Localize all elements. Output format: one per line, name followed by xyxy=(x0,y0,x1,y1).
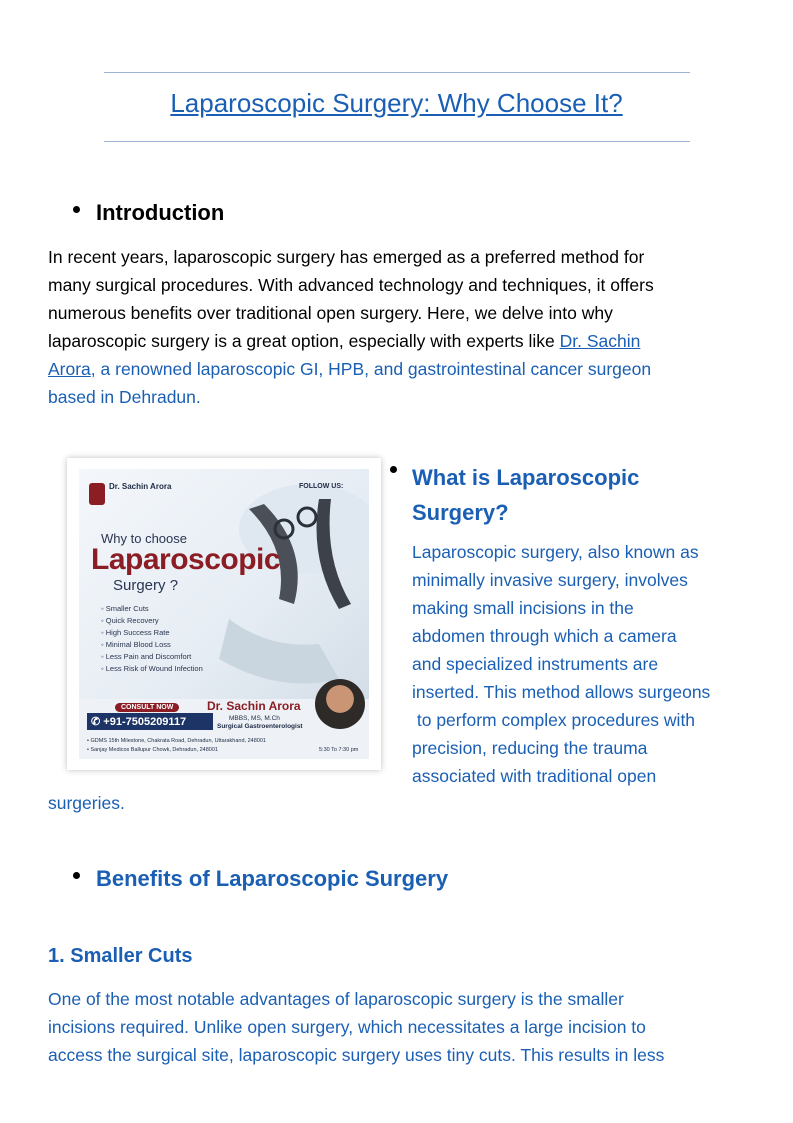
intro-line-text: laparoscopic surgery is a great option, especially with experts like xyxy=(48,331,560,351)
benefits-bullet xyxy=(73,872,80,879)
what-last-line: surgeries. xyxy=(48,793,125,813)
smaller-cuts-heading: 1. Smaller Cuts xyxy=(48,945,193,967)
intro-line xyxy=(48,327,748,355)
what-line: Laparoscopic surgery, also known as xyxy=(412,542,699,562)
poster-list-item: ◦ Less Risk of Wound Infection xyxy=(101,664,203,673)
poster-specialty: Surgical Gastroenterologist xyxy=(217,723,303,730)
poster-list-item: ◦ Less Pain and Discomfort xyxy=(101,652,192,661)
intro-line: many surgical procedures. With advanced technology and techniques, it offers xyxy=(48,275,654,295)
poster-doctor-small: Dr. Sachin Arora xyxy=(109,482,172,491)
poster-degrees: MBBS, MS, M.Ch xyxy=(229,715,280,722)
doctor-link-part2[interactable]: Arora xyxy=(48,359,91,379)
benefit-line: One of the most notable advantages of laparoscopic surgery is the smaller xyxy=(48,989,624,1009)
title-top-rule xyxy=(104,72,690,73)
intro-bullet xyxy=(73,206,80,213)
poster-time: 5:30 To 7:30 pm xyxy=(319,747,359,753)
intro-line xyxy=(48,355,748,383)
what-line: to perform complex procedures with xyxy=(412,710,696,730)
poster-list-item: ◦ Minimal Blood Loss xyxy=(101,640,171,649)
smaller-cuts-paragraph xyxy=(48,985,748,1069)
page-title[interactable]: Laparoscopic Surgery: Why Choose It? xyxy=(170,88,623,118)
poster-doctor-name: Dr. Sachin Arora xyxy=(207,699,301,713)
doctor-link-part1[interactable]: Dr. Sachin xyxy=(559,331,641,351)
poster-avatar xyxy=(315,679,365,729)
intro-line: numerous benefits over traditional open surgery. Here, we delve into why xyxy=(48,303,613,323)
intro-line: In recent years, laparoscopic surgery has emerged as a preferred method for xyxy=(48,247,645,267)
intro-line: based in Dehradun. xyxy=(48,387,201,407)
poster-big-title: Laparoscopic xyxy=(91,543,281,576)
what-line: making small incisions in the xyxy=(412,598,634,618)
benefit-line: incisions required. Unlike open surgery, which necessitates a large incision to xyxy=(48,1017,646,1037)
intro-paragraph xyxy=(48,243,748,411)
title-bottom-rule xyxy=(104,141,690,142)
poster-list-item: ◦ High Success Rate xyxy=(101,628,170,637)
benefits-heading: Benefits of Laparoscopic Surgery xyxy=(96,866,449,891)
intro-heading: Introduction xyxy=(96,200,225,225)
poster-benefit-list xyxy=(101,603,203,675)
intro-line-text: , a renowned laparoscopic GI, HPB, and gastrointestinal cancer surgeon xyxy=(90,359,652,379)
what-line: precision, reducing the trauma xyxy=(412,738,648,758)
poster-address-2: • Sanjay Medicos Ballupur Chowk, Dehradun, 248001 xyxy=(87,747,218,753)
what-heading-line: Surgery? xyxy=(412,500,509,525)
what-line: inserted. This method allows surgeons xyxy=(412,682,711,702)
what-line: associated with traditional open xyxy=(412,766,657,786)
poster-phone: ✆ +91-7505209117 xyxy=(87,713,213,730)
what-bullet xyxy=(390,466,397,473)
poster-follow: FOLLOW US: xyxy=(299,483,344,490)
what-line: abdomen through which a camera xyxy=(412,626,677,646)
poster-canvas xyxy=(79,469,369,759)
poster-list-item: ◦ Quick Recovery xyxy=(101,616,159,625)
poster-surgery: Surgery ? xyxy=(113,577,179,594)
what-paragraph xyxy=(412,538,762,790)
benefit-line: access the surgical site, laparoscopic surgery uses tiny cuts. This results in less xyxy=(48,1045,665,1065)
poster-consult-badge: CONSULT NOW xyxy=(115,703,179,712)
poster-address-1: • GDMS 15th Milestone, Chakrata Road, Dehradun, Uttarakhand, 248001 xyxy=(87,738,266,744)
what-line: minimally invasive surgery, involves xyxy=(412,570,688,590)
what-heading xyxy=(412,460,639,530)
what-heading-line: What is Laparoscopic xyxy=(412,465,640,490)
poster-logo-icon xyxy=(89,483,105,505)
poster-list-item: ◦ Smaller Cuts xyxy=(101,604,149,613)
poster-image xyxy=(67,458,381,770)
what-line: and specialized instruments are xyxy=(412,654,659,674)
poster-why: Why to choose xyxy=(101,531,187,546)
